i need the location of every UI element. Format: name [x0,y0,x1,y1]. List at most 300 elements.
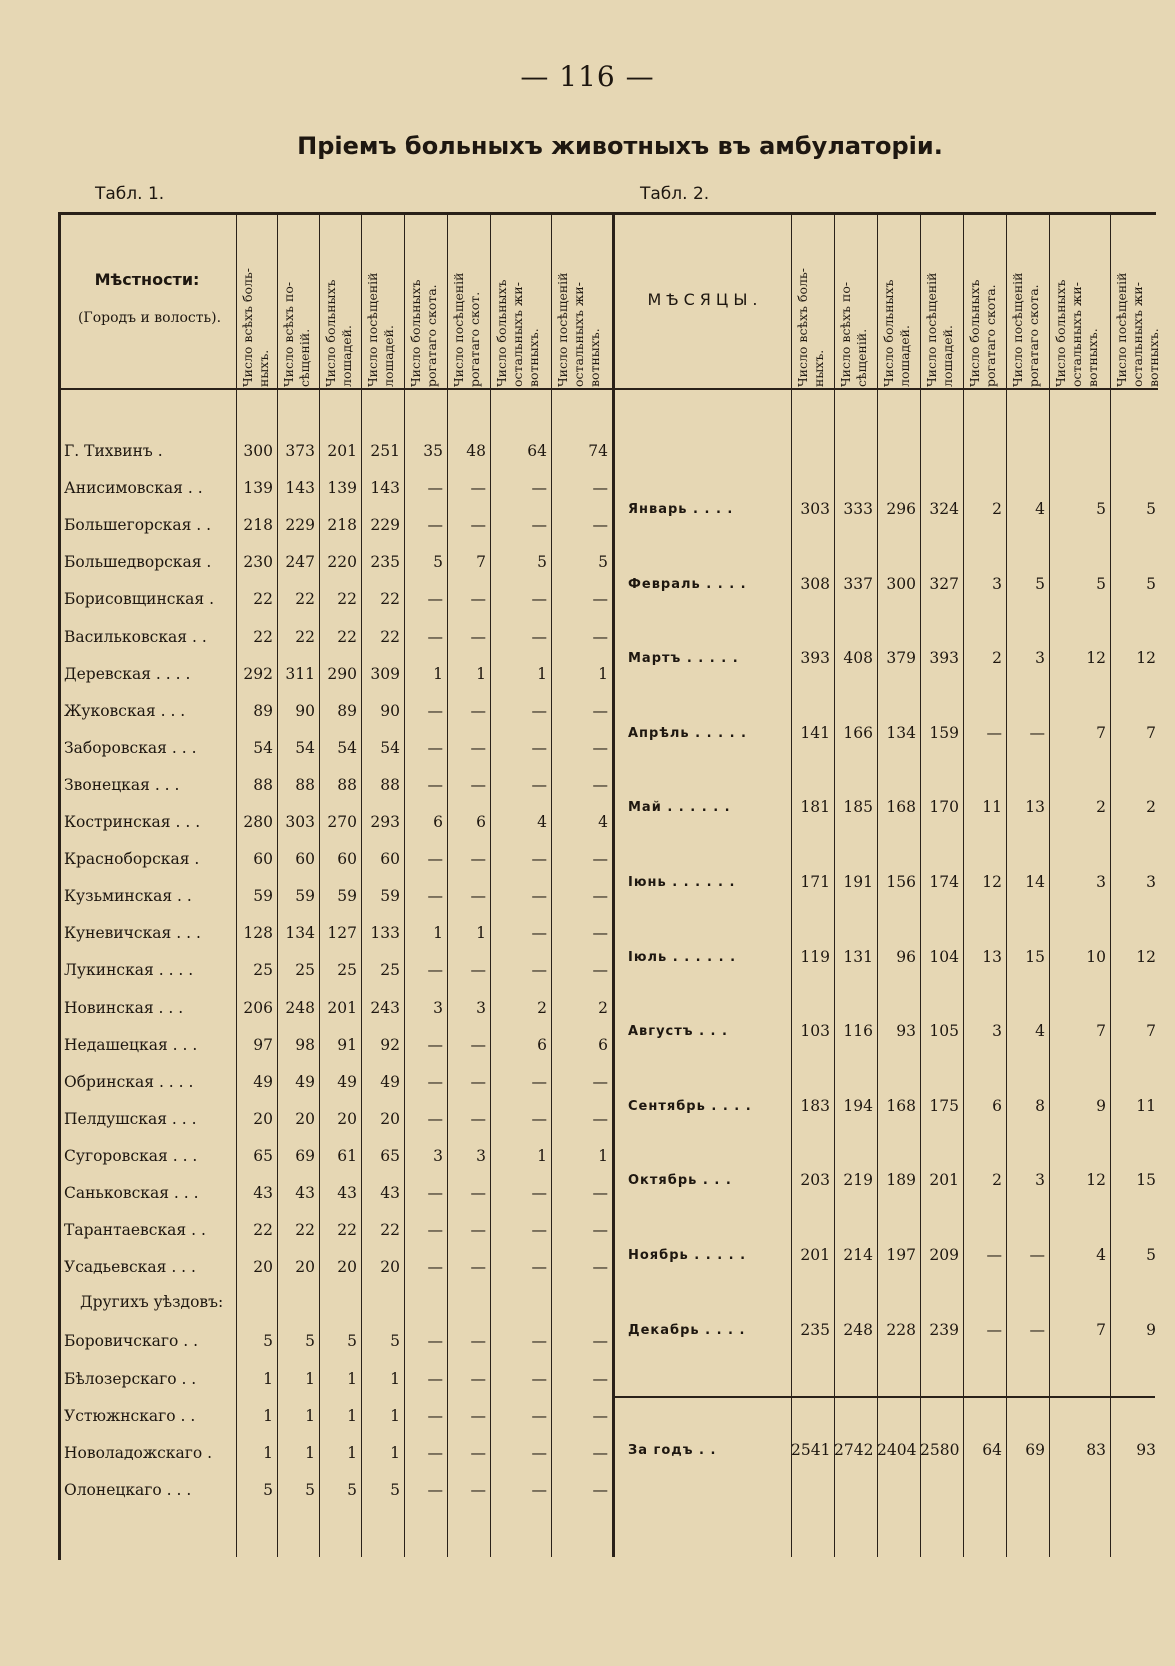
table-cell: — [531,775,547,794]
table-cell: 220 [327,553,357,572]
table-cell: 185 [843,798,873,817]
table-cell: — [427,1221,443,1240]
month-name: За годъ . . [628,1443,717,1458]
table-cell: 218 [327,516,357,535]
table-cell: — [531,1443,547,1462]
table-cell: — [531,1369,547,1388]
table-cell: 5 [1146,500,1156,518]
table-cell: 327 [929,574,959,593]
table-cell: — [531,1480,547,1499]
table-cell: 300 [243,442,273,460]
table-row [620,569,1160,606]
table-cell: 4 [1096,1246,1106,1264]
table-cell: 25 [337,961,357,980]
table-cell: — [427,1072,443,1091]
table1-column-rule [361,212,362,1557]
table-cell: 12 [982,873,1002,891]
table-row [60,659,608,696]
table-cell: — [427,850,443,869]
column-header: Число посѣщеній рогатаго скота. [1010,272,1041,387]
table-cell: — [531,516,547,535]
table1-header-title: Мѣстности: [94,270,200,289]
table-cell: 20 [253,1109,273,1128]
table-row [60,881,608,918]
table-cell: 5 [598,553,608,572]
table-cell: — [470,738,486,757]
table-cell: 373 [285,442,315,460]
table-cell: 25 [295,961,315,980]
locality-name: Олонецкаго . . . [64,1480,192,1499]
table-row [60,1067,608,1104]
table-cell: 1 [476,924,486,943]
table-cell: 1 [433,924,443,943]
column-header: Число всѣхъ по- сѣщеній. [281,281,312,387]
table-cell: 1 [598,1146,608,1165]
table-cell: 7 [1146,1022,1156,1041]
table-cell: — [1029,723,1045,742]
table-cell: — [986,723,1002,742]
column-header: Число всѣхъ боль- ныхъ. [240,267,271,387]
table-cell: 8 [1035,1096,1045,1115]
table-cell: 69 [295,1146,315,1165]
total-rule [615,1396,1155,1398]
table-cell: 292 [243,664,273,683]
table-cell: 54 [295,738,315,757]
table-cell: 20 [380,1258,400,1277]
table-cell: 5 [390,1480,400,1499]
table-cell: 104 [929,947,959,966]
table-cell: 88 [253,775,273,794]
column-header: Число больныхъ остальныхъ жи- вотныхъ. [494,279,541,387]
table1-column-rule [236,212,237,1557]
table-cell: 175 [929,1096,959,1115]
table-cell: 43 [253,1184,273,1202]
table-cell: 189 [886,1171,916,1190]
table-cell: 201 [929,1171,959,1190]
table-cell: 69 [1025,1441,1045,1459]
table1-column-rule [447,212,448,1557]
table-row [60,622,608,659]
table-cell: 9 [1096,1096,1106,1115]
locality-name: Недашецкая . . . [64,1035,198,1054]
table-cell: 43 [295,1184,315,1202]
table-row [620,1240,1160,1277]
table-cell: 60 [253,850,273,869]
table-cell: 183 [800,1096,830,1115]
page-title: Пріемъ больныхъ животныхъ въ амбулаторіи. [297,132,943,160]
table-cell: 20 [380,1109,400,1128]
table-cell: 4 [537,813,547,831]
table-cell: 5 [347,1332,357,1351]
column-header: Число всѣхъ боль- ныхъ. [795,267,826,387]
table2-column-rule [834,212,835,1557]
month-name: Октябрь . . . [628,1173,732,1189]
table-cell: 1 [305,1406,315,1425]
locality-name: Кузьминская . . [64,887,192,906]
table-cell: 239 [929,1320,959,1339]
table-row [60,1364,608,1401]
table-cell: 91 [337,1035,357,1054]
table-cell: 408 [843,649,873,668]
table-cell: 1 [598,664,608,683]
table-cell: 4 [1035,1022,1045,1041]
table-cell: 6 [476,813,486,831]
table-cell: 105 [929,1022,959,1041]
header-rule [58,388,1158,390]
table-cell: 22 [295,590,315,609]
table-cell: 296 [886,500,916,518]
table-cell: 49 [337,1072,357,1091]
table-row [620,1435,1160,1472]
table-row [60,1438,608,1475]
table-cell: 303 [285,813,315,831]
table-cell: 300 [886,574,916,593]
table-cell: 174 [929,873,959,891]
table2-column-rule [791,212,792,1557]
table-row [60,770,608,807]
table-row [60,1104,608,1141]
table-cell: 303 [800,500,830,518]
column-header: Число посѣщеній лошадей. [365,272,396,387]
table-row [60,436,608,473]
table-cell: — [592,627,608,646]
locality-name: Лукинская . . . . [64,961,194,980]
table-cell: 5 [1146,574,1156,593]
table-row [60,510,608,547]
table-cell: — [592,1072,608,1091]
table-row [60,584,608,621]
locality-name: Пелдушская . . . [64,1109,197,1128]
locality-name: Большегорская . . [64,516,212,535]
table-cell: 235 [800,1320,830,1339]
column-header: Число больныхъ рогатаго скота. [408,279,439,387]
table-cell: — [592,1258,608,1277]
table-cell: — [531,924,547,943]
column-header: Число посѣщеній лошадей. [924,272,955,387]
table-cell: 88 [380,775,400,794]
table-cell: 3 [476,1146,486,1165]
table-cell: 103 [800,1022,830,1041]
table-cell: 209 [929,1246,959,1264]
table-cell: 116 [843,1022,873,1041]
table-cell: — [470,701,486,720]
table-cell: — [986,1246,1002,1264]
table-cell: 1 [390,1443,400,1462]
table-cell: — [592,1221,608,1240]
month-name: Ноябрь . . . . . [628,1248,747,1263]
table-cell: — [592,1109,608,1128]
table2-column-rule [877,212,878,1557]
table-cell: 20 [295,1109,315,1128]
table-cell: — [592,1184,608,1202]
table-cell: 93 [1136,1441,1156,1459]
table-row [60,1252,608,1289]
table-cell: 12 [1136,649,1156,668]
table-cell: 60 [295,850,315,869]
table-cell: 22 [253,1221,273,1240]
table-cell: — [531,1072,547,1091]
table-cell: 218 [243,516,273,535]
table-cell: — [470,516,486,535]
table-cell: 251 [370,442,400,460]
table-cell: 7 [1096,1320,1106,1339]
table-cell: — [427,1109,443,1128]
table-cell: 15 [1136,1171,1156,1190]
table-cell: 1 [433,664,443,683]
table-cell: 22 [253,627,273,646]
table-cell: — [470,961,486,980]
table-row [60,955,608,992]
table-cell: 230 [243,553,273,572]
table-cell: 131 [843,947,873,966]
table-cell: — [592,479,608,498]
locality-name: Красноборская . [64,850,200,869]
table-cell: 6 [598,1035,608,1054]
month-name: Февраль . . . . [628,576,747,592]
table-cell: 7 [1146,723,1156,742]
table-cell: — [427,1184,443,1202]
table-cell: — [531,701,547,720]
table-cell: 168 [886,1096,916,1115]
table-cell: 393 [800,649,830,668]
table-row [60,844,608,881]
table-cell: 6 [537,1035,547,1054]
table-cell: 290 [327,664,357,683]
table-row [60,807,608,844]
table-cell: — [470,1443,486,1462]
table-cell: 5 [537,553,547,572]
table-cell: 219 [843,1171,873,1190]
table-cell: 2 [537,998,547,1017]
table-cell: 43 [380,1184,400,1202]
table-cell: 65 [380,1146,400,1165]
table-cell: 1 [305,1369,315,1388]
table-row [60,1401,608,1438]
table-cell: 59 [380,887,400,906]
table-cell: 60 [380,850,400,869]
table-row [620,1016,1160,1053]
table-cell: — [470,479,486,498]
table-cell: 243 [370,998,400,1017]
locality-name: Боровичскаго . . [64,1332,199,1351]
table-cell: 2 [992,649,1002,668]
table-cell: 22 [380,627,400,646]
locality-name: Деревская . . . . [64,664,191,683]
locality-name: Г. Тихвинъ . [64,442,163,460]
table-cell: — [531,1258,547,1277]
table-cell: 2 [1146,798,1156,817]
table2-column-rule [963,212,964,1557]
table-cell: — [470,1258,486,1277]
table-cell: 5 [433,553,443,572]
table-cell: — [427,627,443,646]
table-row [60,918,608,955]
table-row [620,643,1160,680]
locality-name: Новинская . . . [64,998,184,1017]
table1-column-rule [551,212,552,1557]
table-row [620,494,1160,531]
table-cell: 5 [390,1332,400,1351]
table1-column-rule [404,212,405,1557]
locality-name: Бѣлозерскаго . . [64,1369,197,1388]
table-cell: 43 [337,1184,357,1202]
table-cell: 35 [423,442,443,460]
table-cell: 194 [843,1096,873,1115]
table-cell: 7 [1096,1022,1106,1041]
column-header: Число посѣщеній рогатаго скот. [451,272,482,387]
table-cell: — [531,1221,547,1240]
table-cell: 270 [327,813,357,831]
table-cell: 170 [929,798,959,817]
table-cell: 6 [992,1096,1002,1115]
table-row [620,792,1160,829]
month-name: Іюль . . . . . . [628,949,737,965]
locality-name: Усадьевская . . . [64,1258,196,1277]
table-cell: 333 [843,500,873,518]
month-name: Май . . . . . . [628,800,731,816]
table-cell: 293 [370,813,400,831]
table-cell: 12 [1086,649,1106,668]
table-cell: — [427,479,443,498]
table2-header-title: МѢСЯЦЫ. [647,290,763,309]
table-cell: 89 [337,701,357,720]
table-cell: — [427,1406,443,1425]
table-cell: 92 [380,1035,400,1054]
table-cell: 22 [337,627,357,646]
table-cell: 2742 [834,1441,874,1459]
table-cell: 54 [337,738,357,757]
table-cell: 5 [1096,574,1106,593]
table-row [620,718,1160,755]
table-cell: 5 [1096,500,1106,518]
table-cell: — [531,627,547,646]
table-cell: 206 [243,998,273,1017]
table-row [620,1165,1160,1202]
table-cell: — [531,887,547,906]
table-cell: 127 [327,924,357,943]
locality-name: Тарантаевская . . [64,1221,206,1240]
locality-name: Жуковская . . . [64,701,186,720]
table-cell: 12 [1136,947,1156,966]
table-cell: 280 [243,813,273,831]
table2-column-rule [1110,212,1111,1557]
table2-column-rule [920,212,921,1557]
table-cell: 5 [305,1480,315,1499]
table-cell: — [470,627,486,646]
table-cell: — [427,1369,443,1388]
table-cell: — [470,1035,486,1054]
table-cell: 308 [800,574,830,593]
table-cell: — [427,701,443,720]
table-cell: 59 [253,887,273,906]
locality-name: Сугоровская . . . [64,1146,198,1165]
table-cell: 324 [929,500,959,518]
table-cell: 49 [295,1072,315,1091]
table-cell: 10 [1086,947,1106,966]
month-name: Іюнь . . . . . . [628,875,736,890]
table-cell: 14 [1025,873,1045,891]
table-cell: 7 [1096,723,1106,742]
table-cell: — [531,961,547,980]
table-cell: 248 [285,998,315,1017]
table1-column-rule [319,212,320,1557]
column-header: Число посѣщеній остальныхъ жи- вотныхъ. [555,272,602,387]
table-cell: 201 [800,1246,830,1264]
table-cell: 214 [843,1246,873,1264]
table-cell: 5 [263,1332,273,1351]
table-row [620,867,1160,904]
month-name: Январь . . . . [628,502,734,517]
table-row [60,1475,608,1512]
table-cell: — [531,1406,547,1425]
table-cell: 1 [390,1406,400,1425]
table1-column-rule [277,212,278,1557]
table-cell: 119 [800,947,830,966]
table-cell: — [470,887,486,906]
table-cell: 5 [263,1480,273,1499]
locality-name: Новоладожскаго . [64,1443,213,1462]
table1-column-rule [490,212,491,1557]
table-cell: — [470,1406,486,1425]
table-cell: — [592,738,608,757]
table-cell: 22 [380,1221,400,1240]
table-row [60,547,608,584]
table-cell: 20 [253,1258,273,1277]
table-cell: 3 [433,1146,443,1165]
table-cell: 48 [466,442,486,460]
table-cell: 22 [295,1221,315,1240]
table-cell: 90 [295,701,315,720]
table-row [60,733,608,770]
table-cell: 247 [285,553,315,572]
locality-name: Обринская . . . . [64,1072,194,1091]
table-cell: — [470,1369,486,1388]
table-cell: — [531,1332,547,1351]
column-header: Число больныхъ лошадей. [881,279,912,387]
table-row [60,1141,608,1178]
table-cell: 22 [380,590,400,609]
locality-name: Заборовская . . . [64,738,197,757]
table-cell: 59 [337,887,357,906]
table-cell: 141 [800,723,830,742]
table-cell: 54 [380,738,400,757]
table2-column-rule [1049,212,1050,1557]
table-cell: 235 [370,553,400,572]
table-cell: 5 [347,1480,357,1499]
table-cell: 1 [263,1369,273,1388]
table-cell: 5 [305,1332,315,1351]
table-cell: 49 [380,1072,400,1091]
table-cell: 11 [982,798,1002,817]
table-cell: — [592,1443,608,1462]
table-cell: 4 [598,813,608,831]
table-cell: 60 [337,850,357,869]
table-cell: 309 [370,664,400,683]
table-cell: 59 [295,887,315,906]
table-cell: — [427,516,443,535]
table-cell: 22 [295,627,315,646]
table-cell: 139 [243,479,273,498]
table-cell: 3 [992,1022,1002,1041]
table-cell: — [531,1184,547,1202]
table-cell: — [470,1109,486,1128]
table-cell: — [592,887,608,906]
table-cell: 22 [337,590,357,609]
table-cell: 1 [347,1443,357,1462]
locality-name: Борисовщинская . [64,590,215,609]
table-cell: — [592,961,608,980]
table-cell: 49 [253,1072,273,1091]
